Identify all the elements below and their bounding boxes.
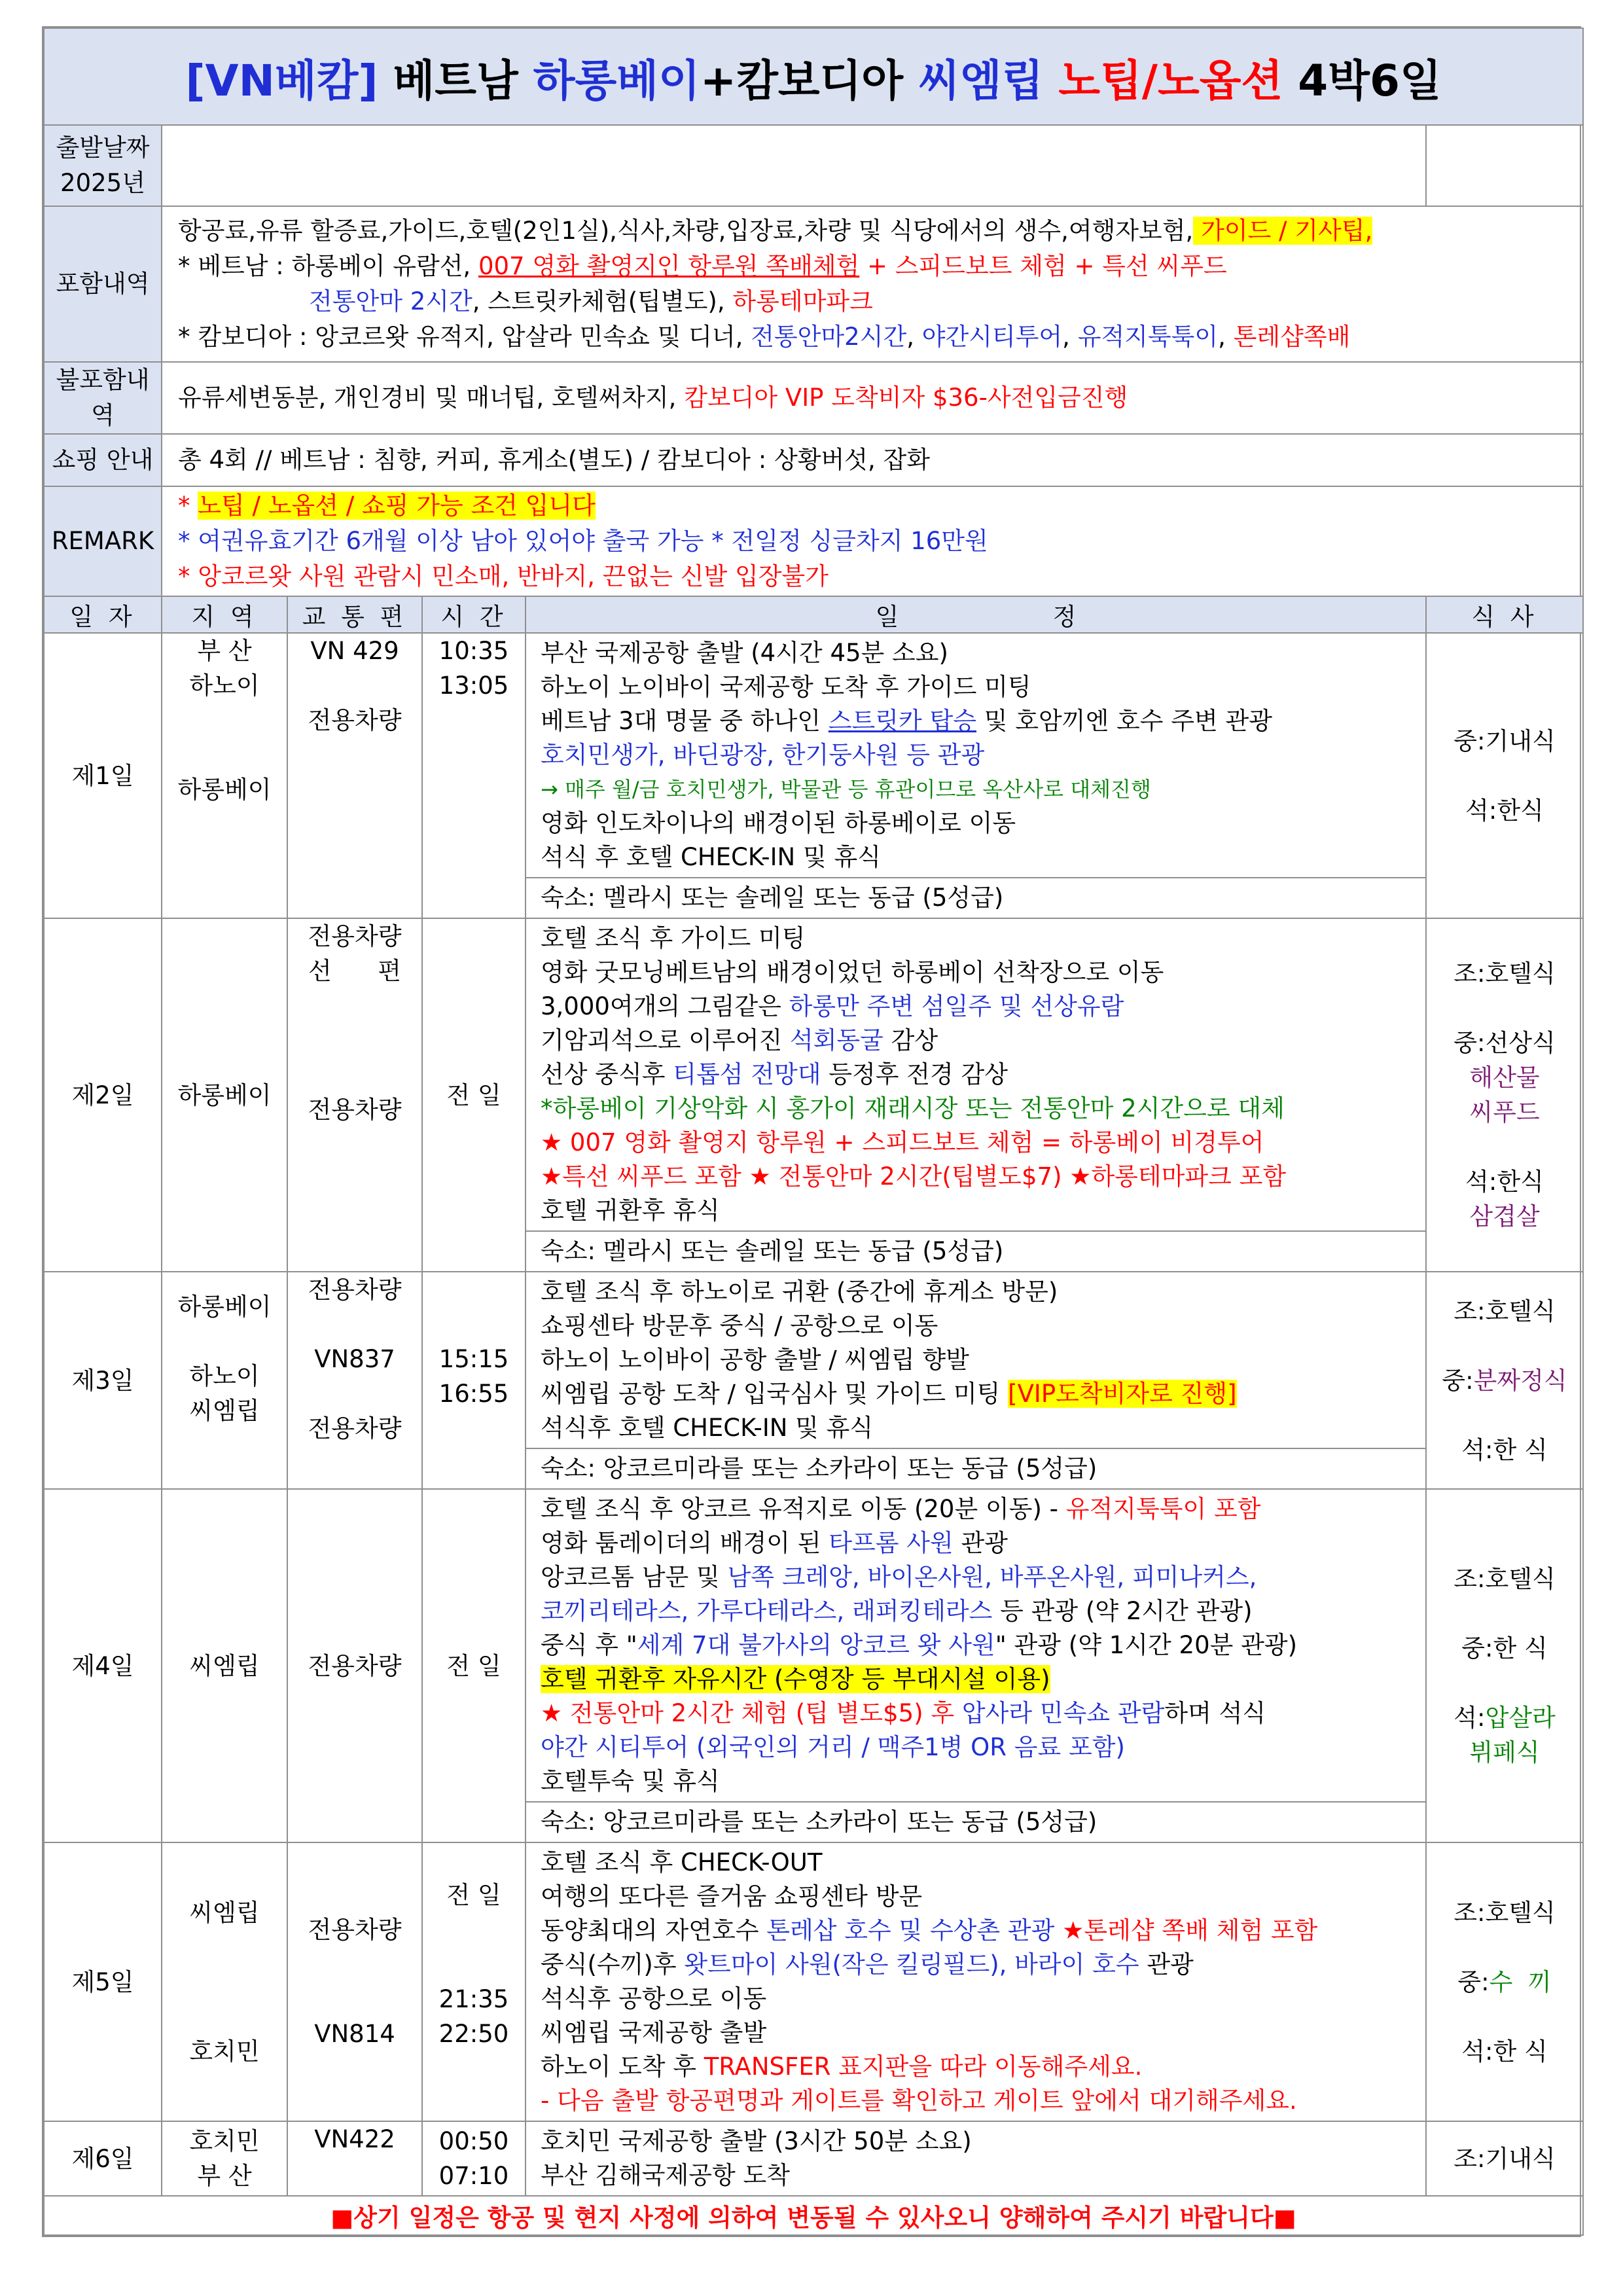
day-region: 씨엠립: [162, 1489, 287, 1842]
itinerary-table: [43, 27, 1584, 2236]
day-transport: VN422: [287, 2121, 422, 2196]
departure-extra-field[interactable]: [1426, 125, 1583, 206]
itinerary-document: [42, 26, 1581, 2237]
day-region: 하롱베이 하노이 씨엠립: [162, 1272, 287, 1489]
remark-content: * 노팁 / 노옵션 / 쇼핑 가능 조건 입니다 * 여권유효기간 6개월 이상 남아 있어야 출국 가능 * 전일정 싱글차지 16만원 * 앙코르왓 사원 관람시 민소매, 반바지, 끈없는 신발 입장불가: [162, 486, 1583, 596]
day-time: 전 일: [422, 918, 526, 1272]
day-schedule: 호텔 조식 후 CHECK-OUT 여행의 또다른 즐거움 쇼핑센타 방문 동양최대의 자연호수 톤레삽 호수 및 수상촌 관광 ★톤레샵 쪽배 체험 포함 중식(수끼)후 왓트마이 사원(작은 킬링필드), 바라이 호수 관광 석식후 공항으로 이동 씨엠립 국제공항 출발 하노이 도착 후 TRANSFER 표지판을 따라 이동해주세요. - 다음 출발 항공편명과 게이트를 확인하고 게이트 앞에서 대기해주세요.: [526, 1842, 1426, 2121]
shopping-label: 쇼핑 안내: [44, 434, 162, 486]
footer-notice: ■상기 일정은 항공 및 현지 사정에 의하여 변동될 수 있사오니 양해하여 주시기 바랍니다■: [44, 2196, 1583, 2235]
day-transport: 전용차량: [287, 1489, 422, 1842]
day-transport: VN 429 전용차량: [287, 633, 422, 918]
day-schedule: 호텔 조식 후 하노이로 귀환 (중간에 휴게소 방문) 쇼핑센타 방문후 중식 / 공항으로 이동 하노이 노이바이 공항 출발 / 씨엠립 향발 씨엠립 공항 도착 / 입국심사 및 가이드 미팅 [VIP도착비자로 진행] 석식후 호텔 CHECK-IN 및 휴식: [526, 1272, 1426, 1448]
day-label: 제5일: [44, 1842, 162, 2121]
excluded-content: 유류세변동분, 개인경비 및 매너팁, 호텔써차지, 캄보디아 VIP 도착비자 $36-사전입금진행: [162, 362, 1583, 434]
day-label: 제2일: [44, 918, 162, 1272]
day-meal: 조:호텔식 중:선상식 해산물 씨푸드 석:한식 삼겹살: [1426, 918, 1583, 1272]
day-meal: 조:호텔식 중:분짜정식 석:한 식: [1426, 1272, 1583, 1489]
day-meal: 조:호텔식 중:한 식 석:압살라 뷔페식: [1426, 1489, 1583, 1842]
day-label: 제1일: [44, 633, 162, 918]
title-notip: 노팁/노옵션: [1043, 55, 1283, 106]
day-transport: 전용차량 VN837 전용차량: [287, 1272, 422, 1489]
day-label: 제6일: [44, 2121, 162, 2196]
title-siemreap: 씨엠립: [918, 55, 1044, 106]
departure-label: 출발날짜 2025년: [44, 125, 162, 206]
day-schedule: 부산 국제공항 출발 (4시간 45분 소요) 하노이 노이바이 국제공항 도착 후 가이드 미팅 베트남 3대 명물 중 하나인 스트릿카 탑승 및 호암끼엔 호수 주변 관광 호치민생가, 바딘광장, 한기둥사원 등 관광 → 매주 월/금 호치민생가, 박물관 등 휴관이므로 옥산사로 대체진행 영화 인도차이나의 배경이된 하롱베이로 이동 석식 후 호텔 CHECK-IN 및 휴식: [526, 633, 1426, 878]
day-region: 호치민 부 산: [162, 2121, 287, 2196]
page-title: [44, 28, 1583, 125]
day-time: 15:15 16:55: [422, 1272, 526, 1489]
day-region: 하롱베이: [162, 918, 287, 1272]
day-label: 제4일: [44, 1489, 162, 1842]
day-schedule: 호텔 조식 후 가이드 미팅 영화 굿모닝베트남의 배경이었던 하롱베이 선착장으로 이동 3,000여개의 그림같은 하롱만 주변 섬일주 및 선상유람 기암괴석으로 이루어진 석회동굴 감상 선상 중식후 티톱섬 전망대 등정후 전경 감상 *하롱베이 기상악화 시 홍가이 재래시장 또는 전통안마 2시간으로 대체 ★ 007 영화 촬영지 항루원 + 스피드보트 체험 = 하롱베이 비경투어 ★특선 씨푸드 포함 ★ 전통안마 2시간(팁별도$7) ★하롱테마파크 포함 호텔 귀환후 휴식: [526, 918, 1426, 1231]
day-3-row: [44, 1272, 1583, 1448]
day-meal: 조:기내식: [1426, 2121, 1583, 2196]
col-header-day: 일 자: [44, 596, 162, 633]
col-header-transport: 교 통 편: [287, 596, 422, 633]
day-region: 씨엠립 호치민: [162, 1842, 287, 2121]
included-content: 항공료,유류 할증료,가이드,호텔(2인1실),식사,차량,입장료,차량 및 식당에서의 생수,여행자보험, 가이드 / 기사팁, * 베트남 : 하롱베이 유람선, 007 영화 촬영지인 항루원 쪽배체험 + 스피드보트 체험 + 특선 씨푸드 전통안마 2시간, 스트릿카체험(팁별도), 하롱테마파크 * 캄보디아 : 앙코르왓 유적지, 압살라 민속쇼 및 디너, 전통안마2시간, 야간시티투어, 유적지툭툭이, 톤레샵쪽배: [162, 206, 1583, 362]
day-time: 전 일 21:35 22:50: [422, 1842, 526, 2121]
title-cambodia: +캄보디아: [700, 55, 919, 106]
day-hotel: 숙소: 앙코르미라를 또는 소카라이 또는 동급 (5성급): [526, 1448, 1426, 1489]
day-5-row: [44, 1842, 1583, 2121]
title-halong: 하롱베이: [533, 55, 700, 106]
day-time: 전 일: [422, 1489, 526, 1842]
day-hotel: 숙소: 멜라시 또는 솔레일 또는 동급 (5성급): [526, 878, 1426, 918]
day-time: 10:35 13:05: [422, 633, 526, 918]
day-hotel: 숙소: 멜라시 또는 솔레일 또는 동급 (5성급): [526, 1231, 1426, 1272]
day-transport: 전용차량 선 편 전용차량: [287, 918, 422, 1272]
day-hotel: 숙소: 앙코르미라를 또는 소카라이 또는 동급 (5성급): [526, 1802, 1426, 1842]
remark-label: REMARK: [44, 486, 162, 596]
shopping-content: 총 4회 // 베트남 : 침향, 커피, 휴게소(별도) / 캄보디아 : 상황버섯, 잡화: [162, 434, 1583, 486]
title-brand: [VN베캄]: [185, 55, 378, 106]
col-header-schedule: 일 정: [526, 596, 1426, 633]
day-1-row: [44, 633, 1583, 878]
excluded-label: 불포함내역: [44, 362, 162, 434]
day-transport: 전용차량 VN814: [287, 1842, 422, 2121]
day-6-row: [44, 2121, 1583, 2196]
day-schedule: 호치민 국제공항 출발 (3시간 50분 소요) 부산 김해국제공항 도착: [526, 2121, 1426, 2196]
day-time: 00:50 07:10: [422, 2121, 526, 2196]
day-region: 부 산 하노이 하롱베이: [162, 633, 287, 918]
day-2-row: [44, 918, 1583, 1231]
col-header-time: 시 간: [422, 596, 526, 633]
day-schedule: 호텔 조식 후 앙코르 유적지로 이동 (20분 이동) - 유적지툭툭이 포함 영화 툼레이더의 배경이 된 타프롬 사원 관광 앙코르톰 남문 및 남쪽 크레앙, 바이온사원, 바푸온사원, 피미나커스, 코끼리테라스, 가루다테라스, 래퍼킹테라스 등 관광 (약 2시간 관광) 중식 후 "세계 7대 불가사의 앙코르 왓 사원" 관광 (약 1시간 20분 관광) 호텔 귀환후 자유시간 (수영장 등 부대시설 이용) ★ 전통안마 2시간 체험 (팁 별도$5) 후 압사라 민속쇼 관람하며 석식 야간 시티투어 (외국인의 거리 / 맥주1병 OR 음료 포함) 호텔투숙 및 휴식: [526, 1489, 1426, 1802]
title-country: 베트남: [378, 55, 533, 106]
day-meal: 중:기내식 석:한식: [1426, 633, 1583, 918]
col-header-meal: 식 사: [1426, 596, 1583, 633]
departure-date-field[interactable]: [162, 125, 1426, 206]
col-header-region: 지 역: [162, 596, 287, 633]
day-4-row: [44, 1489, 1583, 1802]
included-label: 포함내역: [44, 206, 162, 362]
day-meal: 조:호텔식 중:수 끼 석:한 식: [1426, 1842, 1583, 2121]
day-label: 제3일: [44, 1272, 162, 1489]
title-duration: 4박6일: [1283, 55, 1442, 106]
